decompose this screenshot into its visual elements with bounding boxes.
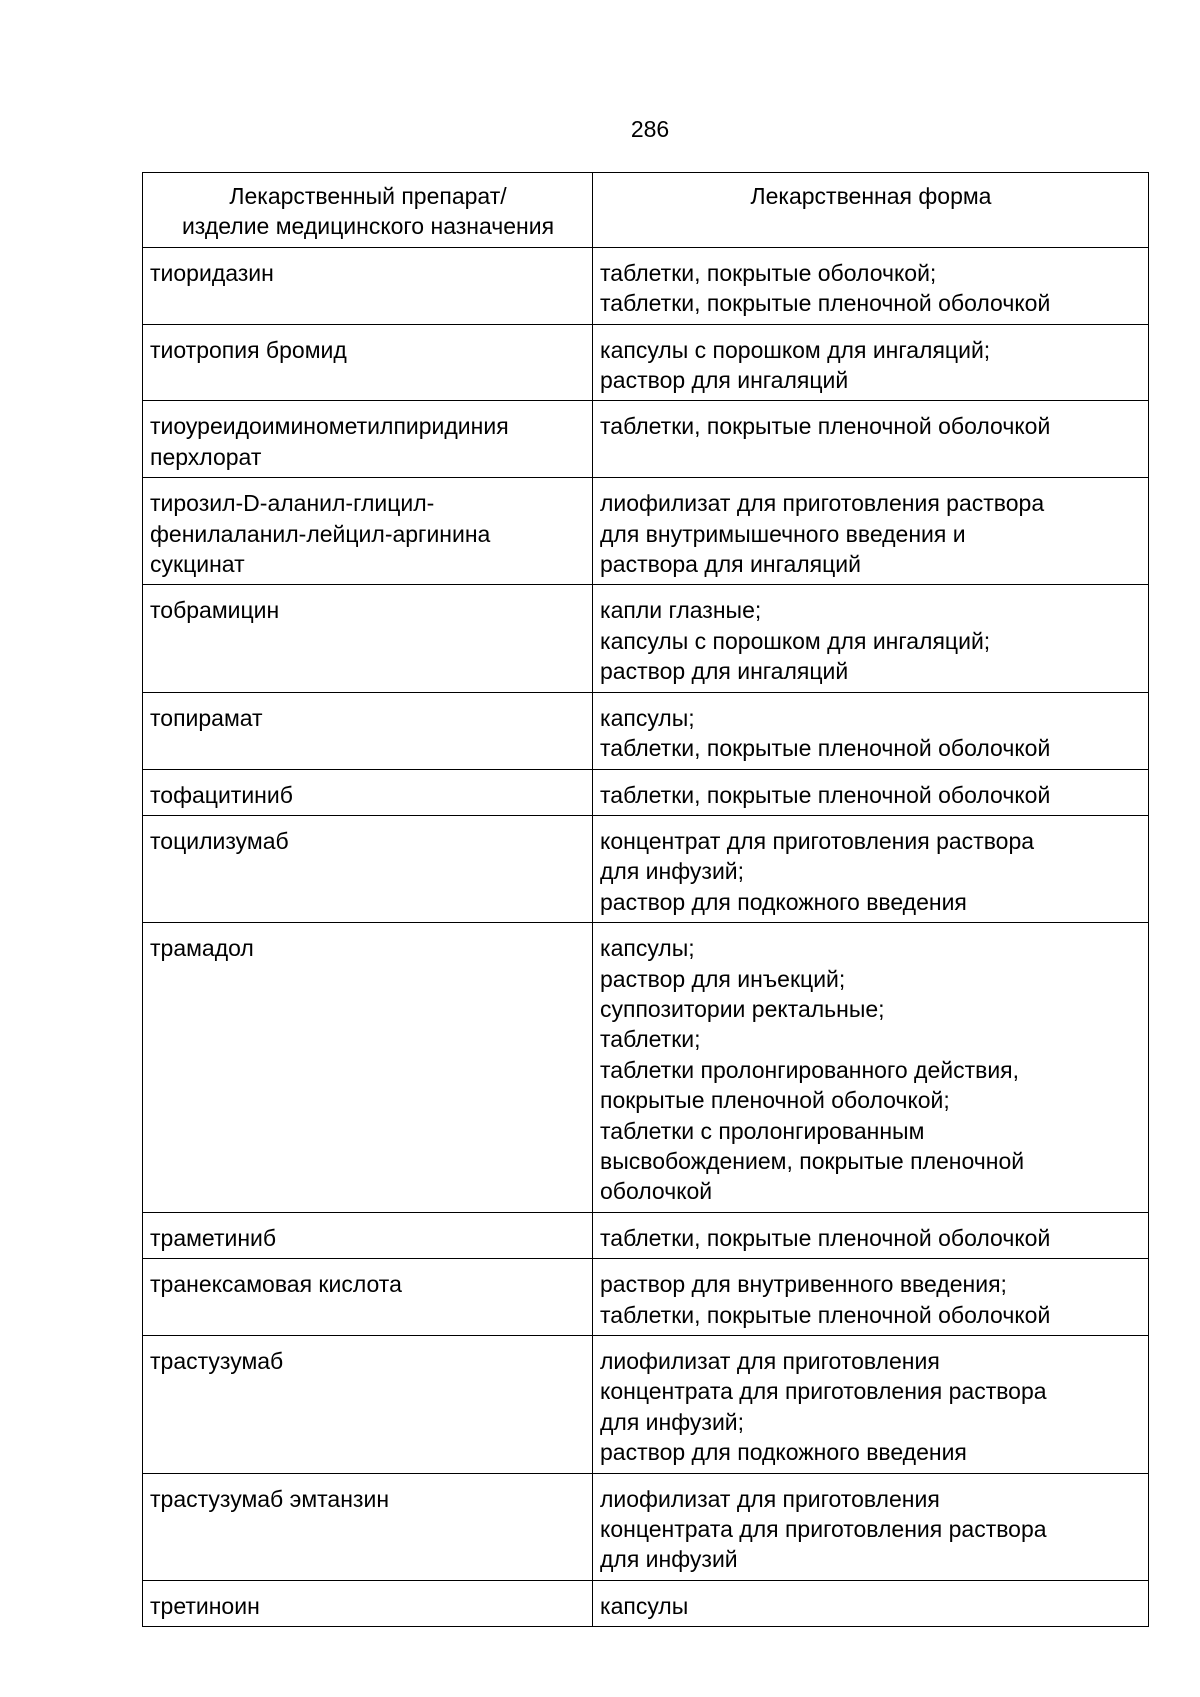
drug-name-line: трамадол xyxy=(150,935,254,962)
drug-name-line: тофацитиниб xyxy=(150,781,293,808)
dosage-form-line: лиофилизат для приготовления xyxy=(600,1485,940,1512)
drug-name-line: третиноин xyxy=(150,1592,260,1619)
dosage-form-line: таблетки, покрытые пленочной оболочкой xyxy=(600,1224,1051,1251)
table-body xyxy=(143,247,1149,1626)
drug-name-cell xyxy=(143,692,593,769)
dosage-form-line: раствор для подкожного введения xyxy=(600,1439,967,1466)
drug-name-line: тирозил-D-аланил-глицил- xyxy=(150,490,435,517)
dosage-form-cell xyxy=(593,478,1149,585)
dosage-form-cell xyxy=(593,585,1149,692)
header-drug xyxy=(143,173,593,248)
dosage-form-cell xyxy=(593,769,1149,815)
dosage-form-line: таблетки, покрытые пленочной оболочкой xyxy=(600,290,1051,317)
drug-name-line: перхлорат xyxy=(150,443,262,470)
header-drug-line: изделие медицинского назначения xyxy=(181,213,555,240)
table-row xyxy=(143,1259,1149,1336)
drug-name-cell xyxy=(143,478,593,585)
dosage-form-cell xyxy=(593,247,1149,324)
table-header xyxy=(143,173,1149,248)
drug-name-line: траметиниб xyxy=(150,1224,277,1251)
dosage-form-line: для инфузий xyxy=(600,1546,738,1573)
drug-name-line: фенилаланил-лейцил-аргинина xyxy=(150,520,491,547)
dosage-form-line: раствор для подкожного введения xyxy=(600,888,967,915)
dosage-form-line: раствор для ингаляций xyxy=(600,658,849,685)
dosage-form-cell xyxy=(593,1212,1149,1258)
drug-name-line: тиоридазин xyxy=(150,259,274,286)
drug-name-cell xyxy=(143,247,593,324)
dosage-form-line: таблетки, покрытые оболочкой; xyxy=(600,259,937,286)
header-form-line: Лекарственная форма xyxy=(750,183,992,209)
dosage-form-line: раствор для ингаляций xyxy=(600,367,849,394)
drug-name-cell xyxy=(143,1580,593,1626)
dosage-form-cell xyxy=(593,815,1149,922)
dosage-form-line: капсулы; xyxy=(600,935,695,962)
table-row xyxy=(143,247,1149,324)
dosage-form-line: капсулы с порошком для ингаляций; xyxy=(600,336,991,363)
table-row xyxy=(143,815,1149,922)
table-row xyxy=(143,401,1149,478)
drug-name-cell xyxy=(143,585,593,692)
dosage-form-cell xyxy=(593,401,1149,478)
dosage-form-line: таблетки, покрытые пленочной оболочкой xyxy=(600,413,1051,440)
dosage-form-line: таблетки, покрытые пленочной оболочкой xyxy=(600,1301,1051,1328)
drug-name-line: тобрамицин xyxy=(150,597,280,624)
dosage-form-cell xyxy=(593,324,1149,401)
dosage-form-line: лиофилизат для приготовления раствора xyxy=(600,490,1045,517)
drug-name-cell xyxy=(143,1259,593,1336)
dosage-form-line: капсулы; xyxy=(600,704,695,731)
table-row xyxy=(143,324,1149,401)
dosage-form-line: раствор для внутривенного введения; xyxy=(600,1271,1007,1298)
dosage-form-cell xyxy=(593,1580,1149,1626)
dosage-form-line: капли глазные; xyxy=(600,597,762,624)
dosage-form-line: капсулы xyxy=(600,1592,689,1619)
dosage-form-line: таблетки, покрытые пленочной оболочкой xyxy=(600,781,1051,808)
table-row xyxy=(143,1473,1149,1580)
dosage-form-line: для внутримышечного введения и xyxy=(600,520,966,547)
drug-name-line: топирамат xyxy=(150,704,263,731)
drug-name-cell xyxy=(143,923,593,1213)
dosage-form-line: капсулы с порошком для ингаляций; xyxy=(600,627,991,654)
dosage-form-line: высвобождением, покрытые пленочной xyxy=(600,1147,1025,1174)
dosage-form-line: раствора для ингаляций xyxy=(600,551,861,578)
header-row xyxy=(143,173,1149,248)
page-number: 286 xyxy=(630,116,670,142)
dosage-form-cell xyxy=(593,1336,1149,1474)
dosage-form-line: таблетки, покрытые пленочной оболочкой xyxy=(600,735,1051,762)
table-row xyxy=(143,1580,1149,1626)
dosage-form-line: таблетки пролонгированного действия, xyxy=(600,1056,1020,1083)
dosage-form-line: концентрат для приготовления раствора xyxy=(600,827,1035,854)
table-row xyxy=(143,478,1149,585)
drug-name-cell xyxy=(143,769,593,815)
drug-name-line: транексамовая кислота xyxy=(150,1271,402,1298)
dosage-form-line: суппозитории ректальные; xyxy=(600,995,885,1022)
drug-name-line: сукцинат xyxy=(150,551,245,578)
drug-table xyxy=(142,172,1149,1627)
dosage-form-line: для инфузий; xyxy=(600,1408,745,1435)
table-row xyxy=(143,1336,1149,1474)
dosage-form-line: таблетки; xyxy=(600,1026,701,1053)
header-drug-line: Лекарственный препарат/ xyxy=(229,183,507,209)
dosage-form-cell xyxy=(593,692,1149,769)
dosage-form-line: таблетки с пролонгированным xyxy=(600,1117,925,1144)
table-row xyxy=(143,769,1149,815)
table-row xyxy=(143,692,1149,769)
dosage-form-cell xyxy=(593,1259,1149,1336)
drug-name-cell xyxy=(143,1336,593,1474)
drug-name-line: тиоуреидоиминометилпиридиния xyxy=(150,413,509,440)
drug-name-cell xyxy=(143,324,593,401)
table-row xyxy=(143,923,1149,1213)
dosage-form-line: лиофилизат для приготовления xyxy=(600,1348,940,1374)
table-row xyxy=(143,1212,1149,1258)
drug-name-line: тоцилизумаб xyxy=(150,827,289,854)
drug-name-line: трастузумаб xyxy=(150,1348,284,1374)
drug-name-cell xyxy=(143,1212,593,1258)
dosage-form-line: покрытые пленочной оболочкой; xyxy=(600,1087,950,1114)
drug-name-line: трастузумаб эмтанзин xyxy=(150,1485,390,1512)
dosage-form-line: оболочкой xyxy=(600,1178,713,1205)
drug-name-cell xyxy=(143,815,593,922)
dosage-form-line: для инфузий; xyxy=(600,858,745,885)
dosage-form-cell xyxy=(593,1473,1149,1580)
header-form xyxy=(593,173,1149,248)
dosage-form-cell xyxy=(593,923,1149,1213)
drug-name-line: тиотропия бромид xyxy=(150,336,347,363)
drug-name-cell xyxy=(143,401,593,478)
dosage-form-line: концентрата для приготовления раствора xyxy=(600,1516,1047,1543)
dosage-form-line: раствор для инъекций; xyxy=(600,965,846,992)
drug-name-cell xyxy=(143,1473,593,1580)
dosage-form-line: концентрата для приготовления раствора xyxy=(600,1378,1047,1405)
table-row xyxy=(143,585,1149,692)
